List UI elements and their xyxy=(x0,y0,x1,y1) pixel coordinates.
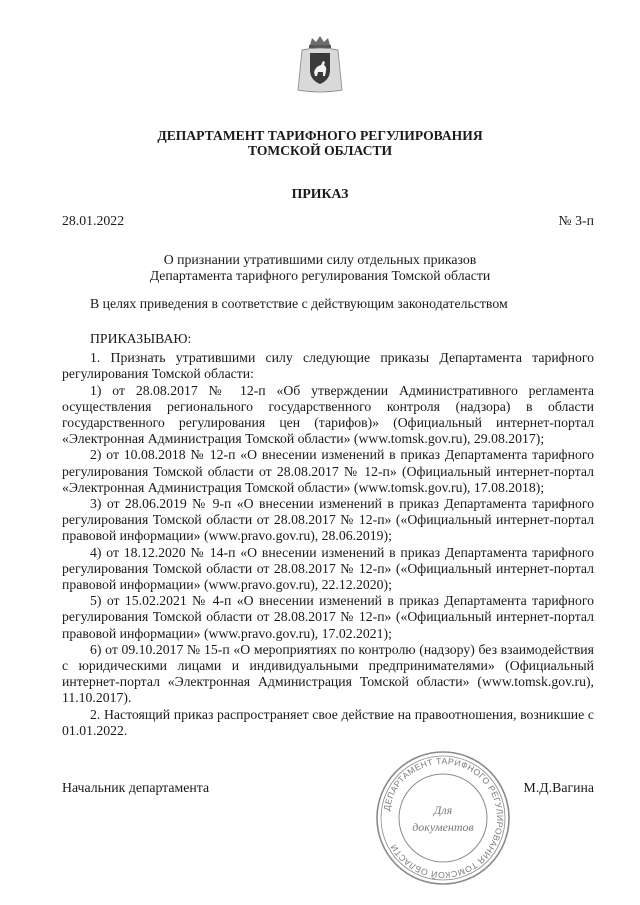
body-paragraph-4: 3) от 28.06.2019 № 9-п «О внесении изменений в приказ Департамента тарифного регулирования Томской области от 28.08.2017 № 12-п» («Официальный интернет-портал правовой информации» (www.pravo.gov.ru), 28.06.2019); xyxy=(62,496,594,544)
stamp-ring-text: ДЕПАРТАМЕНТ ТАРИФНОГО РЕГУЛИРОВАНИЯ ТОМСКОЙ ОБЛАСТИ xyxy=(381,755,506,881)
purpose-statement: В целях приведения в соответствие с действующим законодательством xyxy=(90,296,508,311)
document-number: № 3-п xyxy=(558,213,594,228)
subject-line-1: О признании утратившими силу отдельных приказов xyxy=(163,252,477,267)
document-subject xyxy=(0,252,640,284)
stamp-center-line-2: документов xyxy=(412,820,474,834)
stamp-center-line-1: Для xyxy=(433,803,453,817)
subject-line-2: Департамента тарифного регулирования Томской области xyxy=(149,268,491,283)
document-type: ПРИКАЗ xyxy=(291,186,349,201)
body-paragraph-7: 6) от 09.10.2017 № 15-п «О мероприятиях по контролю (надзору) без взаимодействия с юридическими лицами и индивидуальными предпринимателями» (Официальный интернет-портал «Электронная Администрация Томской области» (www.tomsk.gov.ru), 11.10.2017). xyxy=(62,641,594,706)
body-paragraph-5: 4) от 18.12.2020 № 14-п «О внесении изменений в приказ Департамента тарифного регулирования Томской области от 28.08.2017 № 12-п» («Официальный интернет-портал правовой информации» (www.pravo.gov.ru), 22.12.2020); xyxy=(62,544,594,593)
body-paragraph-6: 5) от 15.02.2021 № 4-п «О внесении изменений в приказ Департамента тарифного регулирования Томской области от 28.08.2017 № 12-п» («Официальный интернет-портал правовой информации» (www.pravo.gov.ru), 17.02.2021); xyxy=(62,593,594,641)
official-stamp xyxy=(373,748,513,888)
document-date: 28.01.2022 xyxy=(62,213,125,228)
body-paragraph-1: 1. Признать утратившими силу следующие приказы Департамента тарифного регулирования Томской области: xyxy=(62,350,594,382)
department-name xyxy=(0,128,640,158)
department-line-2: ТОМСКОЙ ОБЛАСТИ xyxy=(247,143,393,158)
body-paragraph-2: 1) от 28.08.2017 № 12-п «Об утверждении Административного регламента осуществления регионального государственного контроля (надзора) в области государственного регулирования цен (тарифов)» (Официальный интернет-портал «Электронная Администрация Томской области» (www.tomsk.gov.ru), 29.08.2017); xyxy=(62,382,594,447)
body-paragraph-8: 2. Настоящий приказ распространяет свое действие на правоотношения, возникшие с 01.01.2022. xyxy=(62,706,594,738)
document-body xyxy=(62,331,594,739)
signatory-position: Начальник департамента xyxy=(62,780,210,795)
body-paragraph-3: 2) от 10.08.2018 № 12-п «О внесении изменений в приказ Департамента тарифного регулирования Томской области от 28.08.2017 № 12-п» (Официальный интернет-портал «Электронная Администрация Томской области» (www.tomsk.gov.ru), 17.08.2018); xyxy=(62,447,594,495)
department-line-1: ДЕПАРТАМЕНТ ТАРИФНОГО РЕГУЛИРОВАНИЯ xyxy=(157,128,483,143)
signatory-name: М.Д.Вагина xyxy=(523,780,594,795)
coat-of-arms-icon xyxy=(296,34,344,94)
order-keyword: ПРИКАЗЫВАЮ: xyxy=(90,331,192,346)
